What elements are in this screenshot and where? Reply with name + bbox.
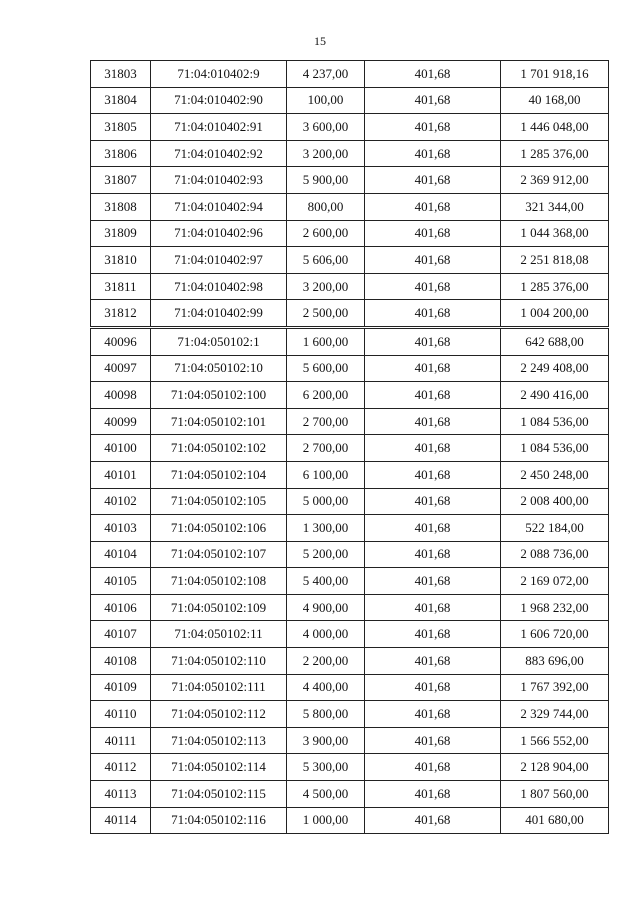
row-number-cell: 31809 bbox=[91, 220, 151, 247]
total-value-cell: 2 490 416,00 bbox=[501, 382, 609, 409]
rate-cell: 401,68 bbox=[365, 621, 501, 648]
cadastral-value-table bbox=[90, 60, 609, 834]
row-number-cell: 40101 bbox=[91, 461, 151, 488]
area-cell: 100,00 bbox=[287, 87, 365, 114]
area-cell: 1 000,00 bbox=[287, 807, 365, 834]
table-row bbox=[91, 568, 609, 595]
row-number-cell: 31807 bbox=[91, 167, 151, 194]
table-row bbox=[91, 727, 609, 754]
row-number-cell: 40114 bbox=[91, 807, 151, 834]
total-value-cell: 2 369 912,00 bbox=[501, 167, 609, 194]
total-value-cell: 401 680,00 bbox=[501, 807, 609, 834]
area-cell: 5 300,00 bbox=[287, 754, 365, 781]
rate-cell: 401,68 bbox=[365, 355, 501, 382]
row-number-cell: 40105 bbox=[91, 568, 151, 595]
rate-cell: 401,68 bbox=[365, 87, 501, 114]
table-row bbox=[91, 754, 609, 781]
table-row bbox=[91, 781, 609, 808]
table-row bbox=[91, 594, 609, 621]
table-row bbox=[91, 382, 609, 409]
row-number-cell: 40099 bbox=[91, 408, 151, 435]
cadastral-number-cell: 71:04:050102:110 bbox=[151, 648, 287, 675]
rate-cell: 401,68 bbox=[365, 488, 501, 515]
total-value-cell: 2 450 248,00 bbox=[501, 461, 609, 488]
total-value-cell: 1 446 048,00 bbox=[501, 114, 609, 141]
total-value-cell: 40 168,00 bbox=[501, 87, 609, 114]
rate-cell: 401,68 bbox=[365, 648, 501, 675]
table-row bbox=[91, 140, 609, 167]
rate-cell: 401,68 bbox=[365, 193, 501, 220]
total-value-cell: 321 344,00 bbox=[501, 193, 609, 220]
rate-cell: 401,68 bbox=[365, 300, 501, 328]
area-cell: 3 600,00 bbox=[287, 114, 365, 141]
total-value-cell: 642 688,00 bbox=[501, 327, 609, 355]
table-row bbox=[91, 648, 609, 675]
total-value-cell: 1 606 720,00 bbox=[501, 621, 609, 648]
row-number-cell: 40108 bbox=[91, 648, 151, 675]
rate-cell: 401,68 bbox=[365, 61, 501, 88]
cadastral-number-cell: 71:04:010402:92 bbox=[151, 140, 287, 167]
rate-cell: 401,68 bbox=[365, 754, 501, 781]
cadastral-number-cell: 71:04:050102:104 bbox=[151, 461, 287, 488]
table-row bbox=[91, 61, 609, 88]
rate-cell: 401,68 bbox=[365, 327, 501, 355]
row-number-cell: 40112 bbox=[91, 754, 151, 781]
row-number-cell: 31803 bbox=[91, 61, 151, 88]
table-row bbox=[91, 87, 609, 114]
row-number-cell: 40104 bbox=[91, 541, 151, 568]
row-number-cell: 31810 bbox=[91, 247, 151, 274]
rate-cell: 401,68 bbox=[365, 461, 501, 488]
table-row bbox=[91, 114, 609, 141]
rate-cell: 401,68 bbox=[365, 727, 501, 754]
area-cell: 2 500,00 bbox=[287, 300, 365, 328]
cadastral-number-cell: 71:04:050102:108 bbox=[151, 568, 287, 595]
rate-cell: 401,68 bbox=[365, 568, 501, 595]
area-cell: 6 200,00 bbox=[287, 382, 365, 409]
rate-cell: 401,68 bbox=[365, 408, 501, 435]
table-row bbox=[91, 461, 609, 488]
row-number-cell: 40102 bbox=[91, 488, 151, 515]
total-value-cell: 2 008 400,00 bbox=[501, 488, 609, 515]
rate-cell: 401,68 bbox=[365, 807, 501, 834]
cadastral-number-cell: 71:04:050102:101 bbox=[151, 408, 287, 435]
rate-cell: 401,68 bbox=[365, 541, 501, 568]
cadastral-number-cell: 71:04:050102:106 bbox=[151, 515, 287, 542]
rate-cell: 401,68 bbox=[365, 594, 501, 621]
table-row bbox=[91, 807, 609, 834]
rate-cell: 401,68 bbox=[365, 273, 501, 300]
table-row bbox=[91, 408, 609, 435]
total-value-cell: 2 169 072,00 bbox=[501, 568, 609, 595]
rate-cell: 401,68 bbox=[365, 167, 501, 194]
cadastral-number-cell: 71:04:010402:9 bbox=[151, 61, 287, 88]
area-cell: 6 100,00 bbox=[287, 461, 365, 488]
area-cell: 2 600,00 bbox=[287, 220, 365, 247]
cadastral-number-cell: 71:04:050102:11 bbox=[151, 621, 287, 648]
rate-cell: 401,68 bbox=[365, 114, 501, 141]
total-value-cell: 883 696,00 bbox=[501, 648, 609, 675]
rate-cell: 401,68 bbox=[365, 781, 501, 808]
rate-cell: 401,68 bbox=[365, 701, 501, 728]
row-number-cell: 31811 bbox=[91, 273, 151, 300]
row-number-cell: 40113 bbox=[91, 781, 151, 808]
row-number-cell: 40109 bbox=[91, 674, 151, 701]
rate-cell: 401,68 bbox=[365, 382, 501, 409]
row-number-cell: 40111 bbox=[91, 727, 151, 754]
table-row bbox=[91, 247, 609, 274]
rate-cell: 401,68 bbox=[365, 515, 501, 542]
cadastral-number-cell: 71:04:050102:105 bbox=[151, 488, 287, 515]
total-value-cell: 2 251 818,08 bbox=[501, 247, 609, 274]
row-number-cell: 40097 bbox=[91, 355, 151, 382]
cadastral-number-cell: 71:04:050102:1 bbox=[151, 327, 287, 355]
total-value-cell: 2 128 904,00 bbox=[501, 754, 609, 781]
total-value-cell: 2 088 736,00 bbox=[501, 541, 609, 568]
area-cell: 5 400,00 bbox=[287, 568, 365, 595]
cadastral-number-cell: 71:04:050102:100 bbox=[151, 382, 287, 409]
total-value-cell: 2 249 408,00 bbox=[501, 355, 609, 382]
row-number-cell: 31804 bbox=[91, 87, 151, 114]
cadastral-number-cell: 71:04:010402:98 bbox=[151, 273, 287, 300]
row-number-cell: 31806 bbox=[91, 140, 151, 167]
table-row bbox=[91, 220, 609, 247]
table-row bbox=[91, 435, 609, 462]
table-row bbox=[91, 355, 609, 382]
area-cell: 2 700,00 bbox=[287, 435, 365, 462]
area-cell: 1 600,00 bbox=[287, 327, 365, 355]
row-number-cell: 31805 bbox=[91, 114, 151, 141]
total-value-cell: 1 044 368,00 bbox=[501, 220, 609, 247]
cadastral-number-cell: 71:04:050102:111 bbox=[151, 674, 287, 701]
row-number-cell: 40096 bbox=[91, 327, 151, 355]
area-cell: 5 200,00 bbox=[287, 541, 365, 568]
total-value-cell: 1 968 232,00 bbox=[501, 594, 609, 621]
area-cell: 5 800,00 bbox=[287, 701, 365, 728]
area-cell: 4 500,00 bbox=[287, 781, 365, 808]
total-value-cell: 1 285 376,00 bbox=[501, 140, 609, 167]
cadastral-number-cell: 71:04:050102:112 bbox=[151, 701, 287, 728]
rate-cell: 401,68 bbox=[365, 435, 501, 462]
cadastral-number-cell: 71:04:010402:94 bbox=[151, 193, 287, 220]
table-row bbox=[91, 167, 609, 194]
rate-cell: 401,68 bbox=[365, 674, 501, 701]
cadastral-number-cell: 71:04:010402:99 bbox=[151, 300, 287, 328]
total-value-cell: 1 004 200,00 bbox=[501, 300, 609, 328]
area-cell: 1 300,00 bbox=[287, 515, 365, 542]
area-cell: 3 900,00 bbox=[287, 727, 365, 754]
total-value-cell: 2 329 744,00 bbox=[501, 701, 609, 728]
total-value-cell: 1 807 560,00 bbox=[501, 781, 609, 808]
row-number-cell: 40100 bbox=[91, 435, 151, 462]
area-cell: 2 200,00 bbox=[287, 648, 365, 675]
area-cell: 800,00 bbox=[287, 193, 365, 220]
cadastral-number-cell: 71:04:010402:93 bbox=[151, 167, 287, 194]
area-cell: 2 700,00 bbox=[287, 408, 365, 435]
cadastral-number-cell: 71:04:050102:116 bbox=[151, 807, 287, 834]
area-cell: 3 200,00 bbox=[287, 140, 365, 167]
cadastral-number-cell: 71:04:010402:91 bbox=[151, 114, 287, 141]
cadastral-number-cell: 71:04:050102:114 bbox=[151, 754, 287, 781]
total-value-cell: 1 566 552,00 bbox=[501, 727, 609, 754]
row-number-cell: 31808 bbox=[91, 193, 151, 220]
rate-cell: 401,68 bbox=[365, 220, 501, 247]
table-row bbox=[91, 300, 609, 328]
area-cell: 4 000,00 bbox=[287, 621, 365, 648]
table-row bbox=[91, 621, 609, 648]
area-cell: 5 606,00 bbox=[287, 247, 365, 274]
page-number: 15 bbox=[314, 34, 326, 48]
area-cell: 5 600,00 bbox=[287, 355, 365, 382]
table-row bbox=[91, 488, 609, 515]
area-cell: 5 000,00 bbox=[287, 488, 365, 515]
cadastral-number-cell: 71:04:050102:115 bbox=[151, 781, 287, 808]
total-value-cell: 522 184,00 bbox=[501, 515, 609, 542]
row-number-cell: 31812 bbox=[91, 300, 151, 328]
total-value-cell: 1 084 536,00 bbox=[501, 408, 609, 435]
cadastral-number-cell: 71:04:010402:97 bbox=[151, 247, 287, 274]
cadastral-number-cell: 71:04:050102:102 bbox=[151, 435, 287, 462]
table-row bbox=[91, 327, 609, 355]
area-cell: 5 900,00 bbox=[287, 167, 365, 194]
cadastral-number-cell: 71:04:010402:90 bbox=[151, 87, 287, 114]
area-cell: 4 400,00 bbox=[287, 674, 365, 701]
row-number-cell: 40103 bbox=[91, 515, 151, 542]
total-value-cell: 1 084 536,00 bbox=[501, 435, 609, 462]
table-row bbox=[91, 193, 609, 220]
table-row bbox=[91, 273, 609, 300]
table-row bbox=[91, 701, 609, 728]
table-row bbox=[91, 515, 609, 542]
cadastral-number-cell: 71:04:050102:113 bbox=[151, 727, 287, 754]
row-number-cell: 40098 bbox=[91, 382, 151, 409]
cadastral-number-cell: 71:04:050102:109 bbox=[151, 594, 287, 621]
area-cell: 4 900,00 bbox=[287, 594, 365, 621]
table-row bbox=[91, 674, 609, 701]
row-number-cell: 40106 bbox=[91, 594, 151, 621]
total-value-cell: 1 767 392,00 bbox=[501, 674, 609, 701]
area-cell: 4 237,00 bbox=[287, 61, 365, 88]
total-value-cell: 1 285 376,00 bbox=[501, 273, 609, 300]
row-number-cell: 40110 bbox=[91, 701, 151, 728]
rate-cell: 401,68 bbox=[365, 140, 501, 167]
area-cell: 3 200,00 bbox=[287, 273, 365, 300]
total-value-cell: 1 701 918,16 bbox=[501, 61, 609, 88]
rate-cell: 401,68 bbox=[365, 247, 501, 274]
cadastral-number-cell: 71:04:050102:10 bbox=[151, 355, 287, 382]
cadastral-number-cell: 71:04:010402:96 bbox=[151, 220, 287, 247]
row-number-cell: 40107 bbox=[91, 621, 151, 648]
cadastral-number-cell: 71:04:050102:107 bbox=[151, 541, 287, 568]
table-row bbox=[91, 541, 609, 568]
